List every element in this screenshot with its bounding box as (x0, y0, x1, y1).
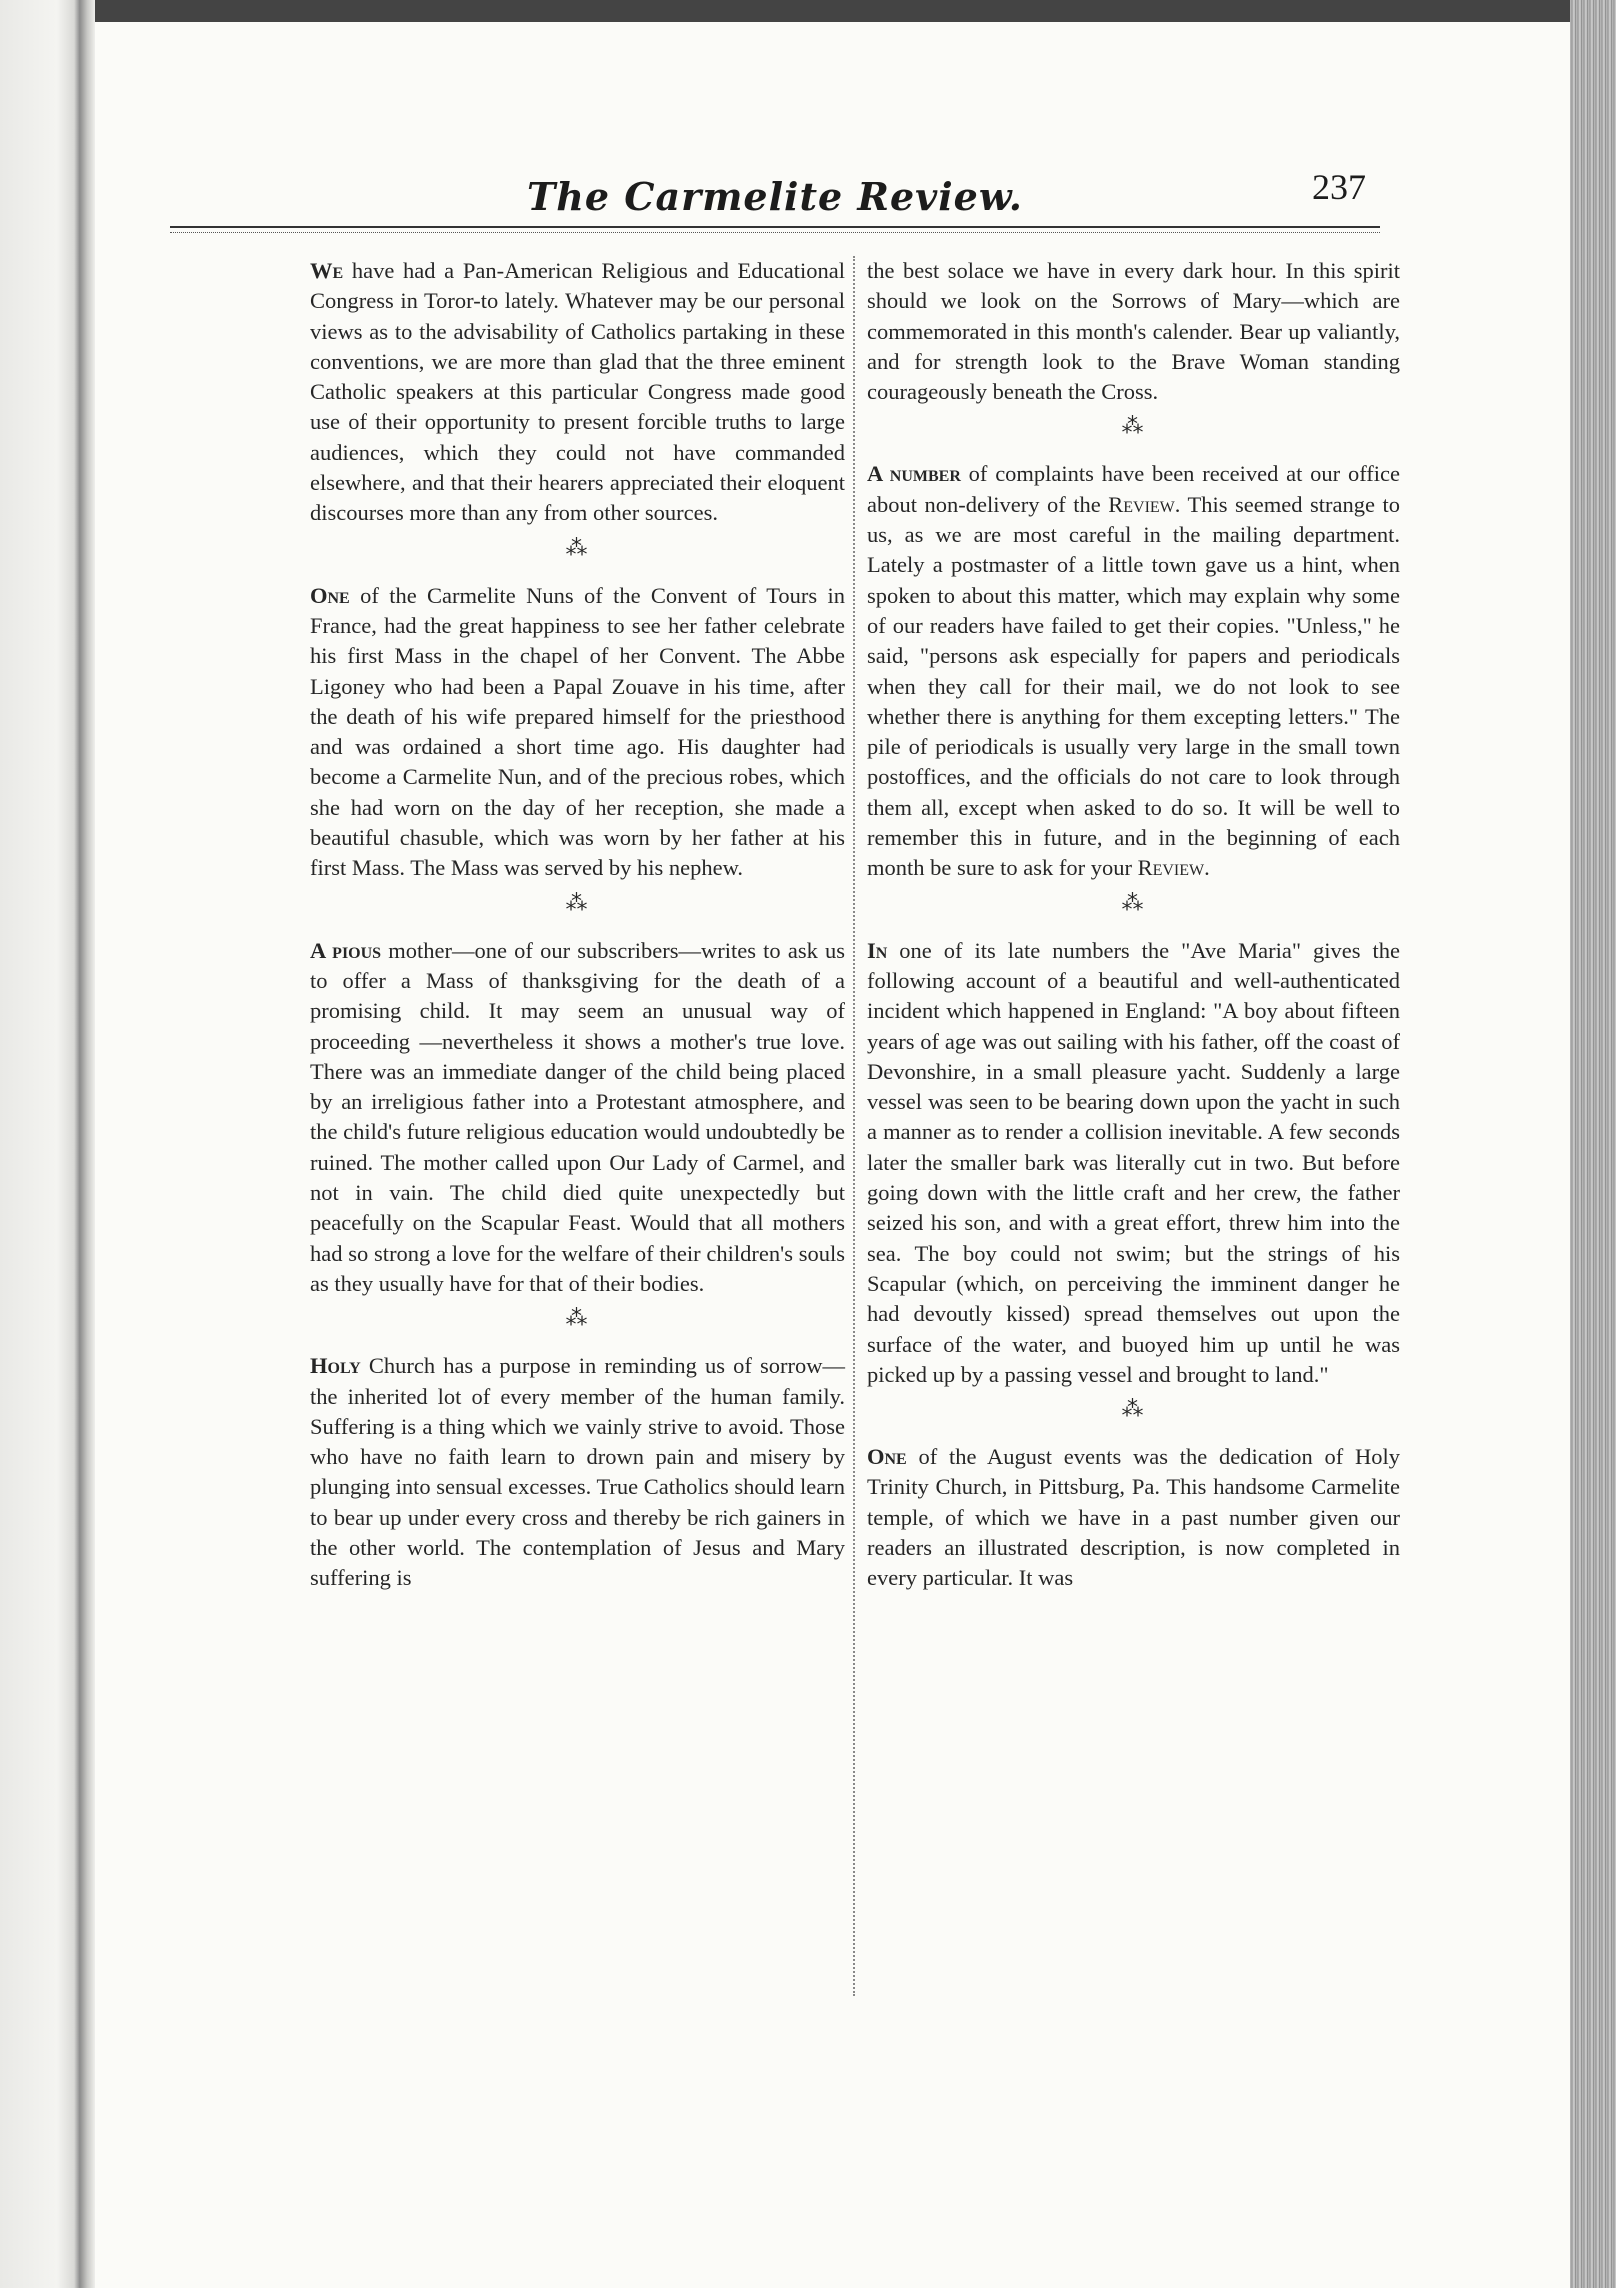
asterism-divider: ⁂ (565, 889, 590, 915)
paragraph-text: of the Carmelite Nuns of the Convent of Tours in France, had the great happiness to see her father celebrate his first Mass in the chapel of her Convent. The Abbe Ligoney who had been a Papal Zouave in his time, after the death of his wife prepared himself for the priesthood and was ordained a short time ago. His daughter had become a Carmelite Nun, and of the precious robes, which she had worn on the day of her reception, she made a beautiful chasuble, which was worn by her father at his first Mass. The Mass was served by his nephew. (310, 582, 845, 881)
paragraph-text: Church has a purpose in reminding us of sorrow—the inherited lot of every member of the human family. Suffering is a thing which we vainly strive to avoid. Those who have no faith learn to drown pain and misery by plunging into sensual excesses. True Catholics should learn to bear up under every cross and thereby be rich gainers in the other world. The contemplation of Jesus and Mary suffering is (310, 1353, 845, 1591)
header-rule-dotted (170, 232, 1380, 233)
running-header (170, 160, 1380, 220)
lead-word: A number (867, 461, 961, 487)
page-number: 237 (1312, 167, 1366, 207)
lead-word: In (867, 937, 888, 963)
paragraph-text: of complaints have been received at our office about non-delivery of the (867, 461, 1400, 517)
lead-word: Holy (310, 1353, 361, 1379)
paragraph-holy-church (310, 1351, 845, 1593)
paragraph-august-events (867, 1442, 1400, 1593)
paragraph-text: . (1204, 855, 1210, 881)
asterism-divider: ⁂ (565, 534, 590, 560)
paragraph-text: have had a Pan-American Religious and Educational Congress in Toror-to lately. Whatever may be our personal views as to the advisability of Catholics partaking in these conventions, we are more than glad that the three eminent Catholic speakers at this particular Congress made good use of their opportunity to present forcible truths to large audiences, which they could not have commanded elsewhere, and that their hearers appreciated their eloquent discourses more than any from other sources. (310, 258, 845, 526)
paragraph-carmelite-nun (310, 581, 845, 884)
right-column (867, 256, 1400, 1594)
journal-title: The Carmelite Review. (527, 174, 1023, 219)
asterism-divider: ⁂ (1121, 1396, 1146, 1422)
scan-top-edge (0, 0, 1616, 22)
paragraph-ave-maria (867, 936, 1400, 1390)
asterism-divider: ⁂ (565, 1305, 590, 1331)
paragraph-text: one of its late numbers the "Ave Maria" gives the following account of a beautiful and well-authenticated incident which happened in England: "A boy about fifteen years of age was out sailing with his father, off the coast of Devonshire, in a small pleasure yacht. Suddenly a large vessel was seen to be bearing down upon the yacht in such a manner as to render a collision inevitable. A few seconds later the smaller bark was literally cut in two. But before going down with the little craft and her crew, the father seized his son, and with a great effort, threw him into the sea. The boy could not swim; but the strings of his Scapular (which, on perceiving the imminent danger he had devoutly kissed) spread themselves out upon the surface of the water, and buoyed him up until he was picked up by a passing vessel and brought to land." (867, 937, 1400, 1387)
paragraph-text: of the August events was the dedication of Holy Trinity Church, in Pittsburg, Pa. This handsome Carmelite temple, of which we have in a past number given our readers an illustrated description, is now completed in every particular. It was (867, 1444, 1400, 1591)
asterism-divider: ⁂ (1121, 413, 1146, 439)
review-name: Review (1108, 491, 1175, 517)
paragraph-text: mother—one of our subscribers—writes to ask us to offer a Mass of thanksgiving for the death of a promising child. It may seem an unusual way of proceeding —nevertheless it shows a mother's true love. There was an immediate danger of the child being placed by an irreligious father into a Protestant atmosphere, and the child's future religious education would undoubtedly be ruined. The mother called upon Our Lady of Carmel, and not in vain. The child died quite unexpectedly but peacefully on the Scapular Feast. Would that all mothers had so strong a love for the welfare of their children's souls as they usually have for that of their bodies. (310, 937, 846, 1296)
review-name: Review (1137, 855, 1205, 881)
lead-word: A pious (310, 937, 382, 963)
paragraph-continuation (867, 256, 1400, 407)
asterism-divider: ⁂ (1121, 889, 1146, 915)
book-binding-left (0, 0, 95, 2288)
lead-word: We (310, 258, 344, 283)
column-divider (853, 256, 855, 1996)
page-stack-edge (1570, 0, 1616, 2288)
left-column (310, 256, 845, 1594)
header-rule (170, 226, 1380, 228)
paragraph-congress (310, 256, 845, 529)
lead-word: One (310, 582, 350, 608)
paragraph-text: the best solace we have in every dark hour. In this spirit should we look on the Sorrows of Mary—which are commemorated in this month's calender. Bear up valiantly, and for strength look to the Brave Woman standing courageously beneath the Cross. (867, 258, 1400, 405)
paragraph-text: . This seemed strange to us, as we are most careful in the mailing department. Lately a postmaster of a little town gave us a hint, when spoken to about this matter, which may explain why some of our readers have failed to get their copies. "Unless," he said, "persons ask especially for papers and periodicals when they call for their mail, we do not look to see whether there is anything for them excepting letters." The pile of periodicals is usually very large in the small town postoffices, and the officials do not care to look through them all, except when asked to do so. It will be well to remember this in future, and in the beginning of each month be sure to ask for your (867, 491, 1400, 881)
lead-word: One (867, 1444, 907, 1470)
paragraph-pious-mother (310, 936, 845, 1300)
paragraph-complaints (867, 459, 1400, 883)
